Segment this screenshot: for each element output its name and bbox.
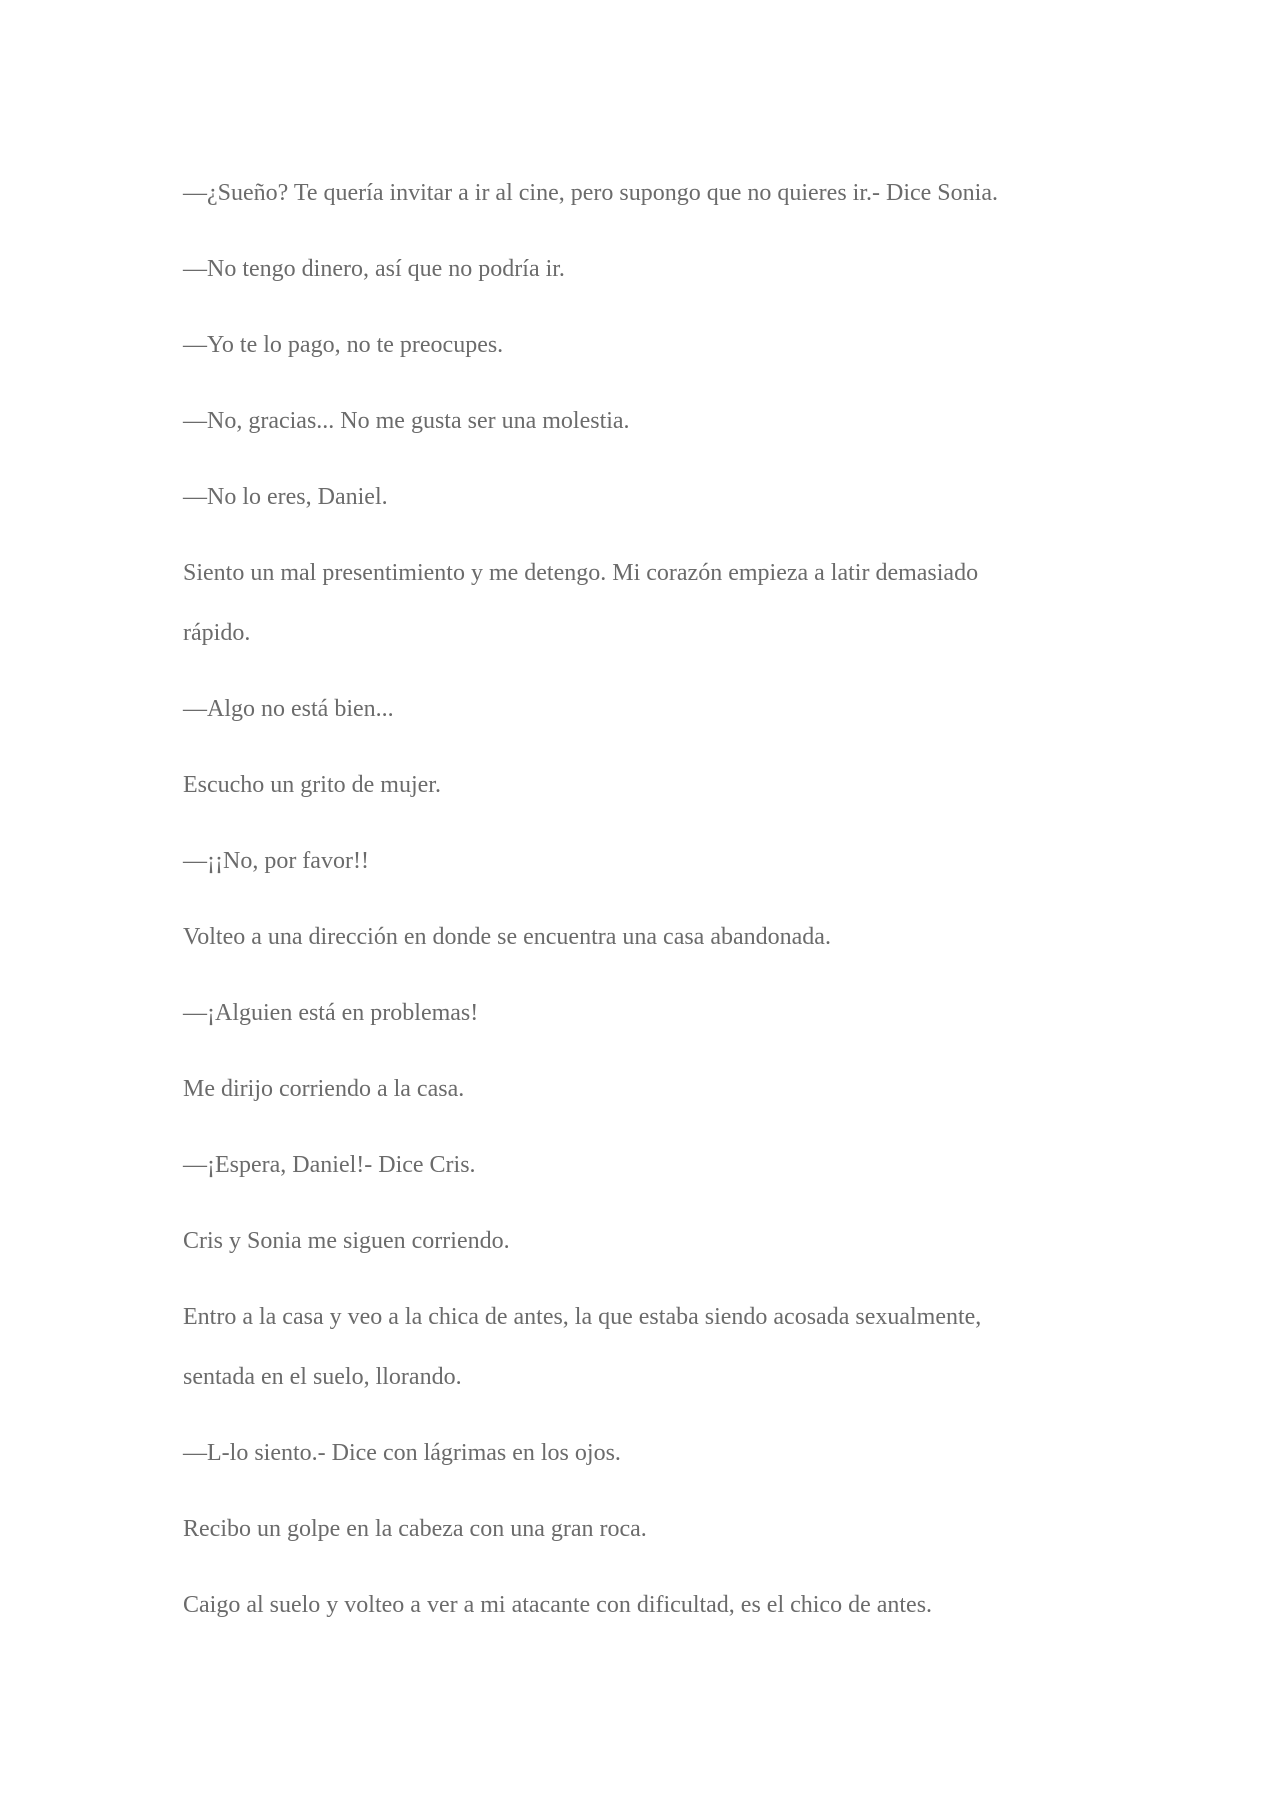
text-line: Me dirijo corriendo a la casa.	[183, 1076, 465, 1102]
paragraph	[183, 1071, 1103, 1107]
text-line: —No lo eres, Daniel.	[183, 484, 388, 510]
paragraph	[183, 1299, 1103, 1395]
text-line: —No, gracias... No me gusta ser una molestia.	[183, 408, 630, 434]
text-line: —¡Alguien está en problemas!	[183, 1000, 479, 1026]
paragraph	[183, 1223, 1103, 1259]
text-line: —¡¡No, por favor!!	[183, 848, 369, 874]
text-line: —¿Sueño? Te quería invitar a ir al cine, pero supongo que no quieres ir.- Dice Sonia.	[183, 180, 998, 206]
text-line: —L-lo siento.- Dice con lágrimas en los ojos.	[183, 1440, 621, 1466]
text-line: sentada en el suelo, llorando.	[183, 1364, 462, 1390]
paragraph	[183, 691, 1103, 727]
paragraph	[183, 995, 1103, 1031]
text-line: —¡Espera, Daniel!- Dice Cris.	[183, 1152, 476, 1178]
paragraph	[183, 1435, 1103, 1471]
paragraph	[183, 767, 1103, 803]
text-line: Cris y Sonia me siguen corriendo.	[183, 1228, 510, 1254]
paragraph	[183, 919, 1103, 955]
paragraph	[183, 251, 1103, 287]
text-line: Escucho un grito de mujer.	[183, 772, 441, 798]
paragraph	[183, 175, 1103, 211]
text-line: Caigo al suelo y volteo a ver a mi atacante con dificultad, es el chico de antes.	[183, 1592, 933, 1618]
paragraph	[183, 1511, 1103, 1547]
paragraph	[183, 403, 1103, 439]
text-line: —No tengo dinero, así que no podría ir.	[183, 256, 565, 282]
text-line: —Algo no está bien...	[183, 696, 394, 722]
paragraph	[183, 479, 1103, 515]
story-text	[183, 175, 1103, 1663]
text-line: Volteo a una dirección en donde se encuentra una casa abandonada.	[183, 924, 831, 950]
paragraph	[183, 327, 1103, 363]
text-line: Entro a la casa y veo a la chica de antes, la que estaba siendo acosada sexualmente,	[183, 1304, 982, 1330]
paragraph	[183, 1587, 1103, 1623]
paragraph	[183, 1147, 1103, 1183]
text-line: —Yo te lo pago, no te preocupes.	[183, 332, 504, 358]
text-line: Siento un mal presentimiento y me detengo. Mi corazón empieza a latir demasiado	[183, 560, 979, 586]
paragraph	[183, 555, 1103, 651]
text-line: rápido.	[183, 620, 251, 646]
paragraph	[183, 843, 1103, 879]
text-line: Recibo un golpe en la cabeza con una gran roca.	[183, 1516, 647, 1542]
